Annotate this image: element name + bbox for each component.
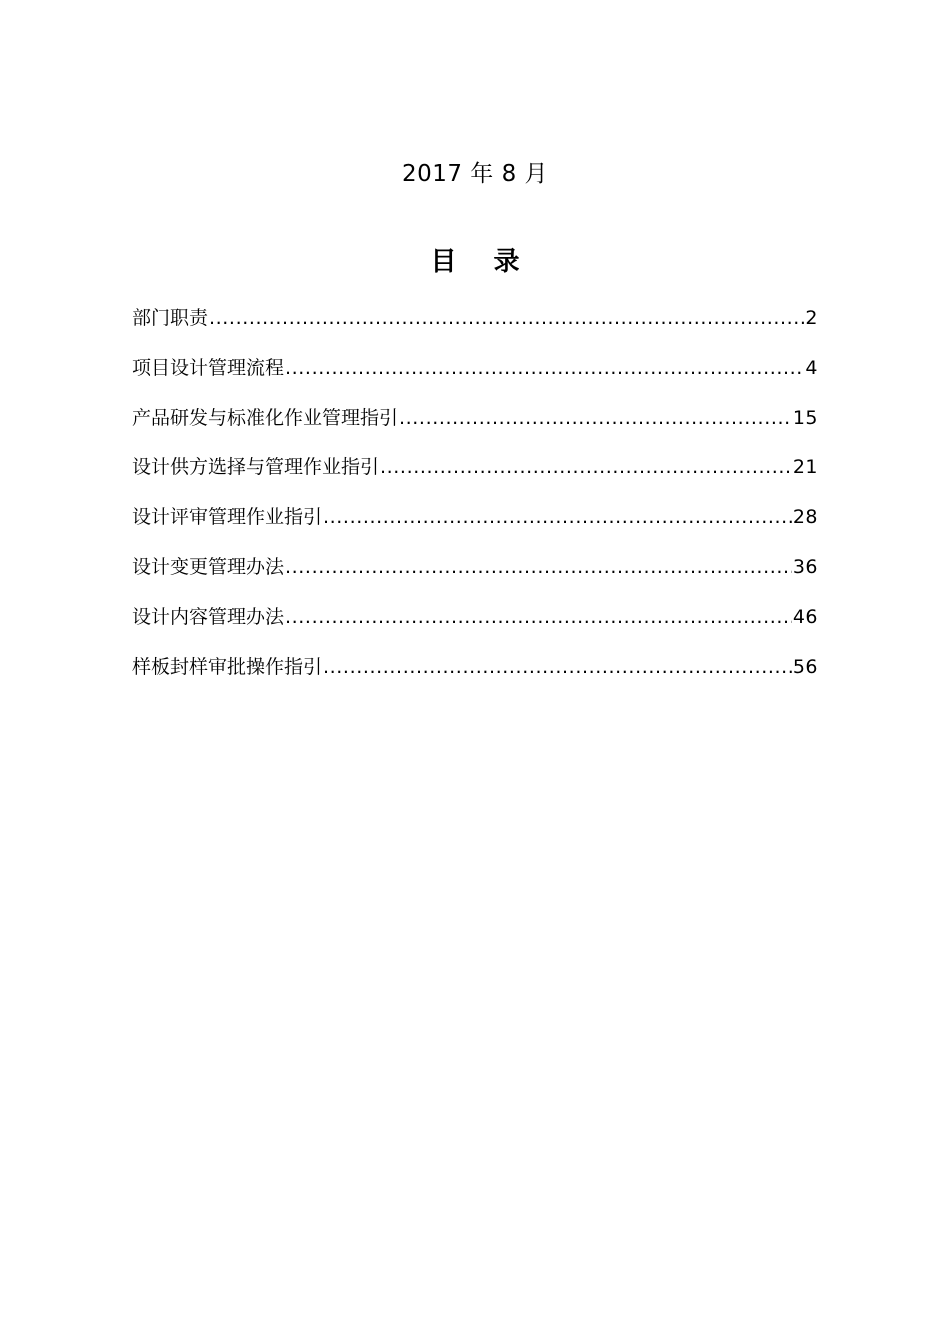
toc-dot-leader (323, 502, 792, 532)
table-of-contents (132, 303, 818, 701)
toc-title: 目 录 (430, 247, 534, 277)
document-date: 2017 年 8 月 (401, 161, 549, 187)
toc-entry-page: 28 (792, 506, 818, 529)
toc-entry-label: 样板封样审批操作指引 (132, 655, 323, 678)
toc-entry-label: 设计评审管理作业指引 (132, 506, 323, 529)
toc-entry-page: 36 (792, 555, 818, 578)
toc-entry[interactable] (132, 403, 818, 453)
toc-entry-label: 设计变更管理办法 (132, 555, 285, 578)
toc-entry-page: 46 (792, 605, 818, 628)
toc-entry[interactable] (132, 502, 818, 552)
toc-entry-page: 2 (805, 307, 818, 329)
toc-entry[interactable] (132, 452, 818, 502)
toc-entry-label: 设计内容管理办法 (132, 605, 285, 628)
toc-dot-leader (323, 652, 792, 682)
toc-entry[interactable] (132, 652, 818, 702)
toc-entry-label: 项目设计管理流程 (132, 356, 285, 379)
toc-dot-leader (285, 602, 792, 632)
toc-entry-page: 4 (805, 356, 818, 379)
toc-entry-label: 产品研发与标准化作业管理指引 (132, 406, 399, 429)
toc-entry-page: 15 (792, 406, 818, 429)
toc-entry[interactable] (132, 353, 818, 403)
toc-entry-page: 21 (792, 456, 818, 479)
toc-dot-leader (285, 552, 792, 582)
toc-dot-leader (399, 403, 792, 433)
toc-entry-label: 部门职责 (132, 307, 209, 329)
toc-dot-leader (209, 303, 804, 333)
toc-entry[interactable] (132, 303, 818, 353)
toc-entry-label: 设计供方选择与管理作业指引 (132, 456, 380, 479)
toc-dot-leader (285, 353, 804, 383)
toc-entry[interactable] (132, 602, 818, 652)
toc-entry[interactable] (132, 552, 818, 602)
toc-entry-page: 56 (792, 655, 818, 678)
toc-dot-leader (380, 452, 792, 482)
